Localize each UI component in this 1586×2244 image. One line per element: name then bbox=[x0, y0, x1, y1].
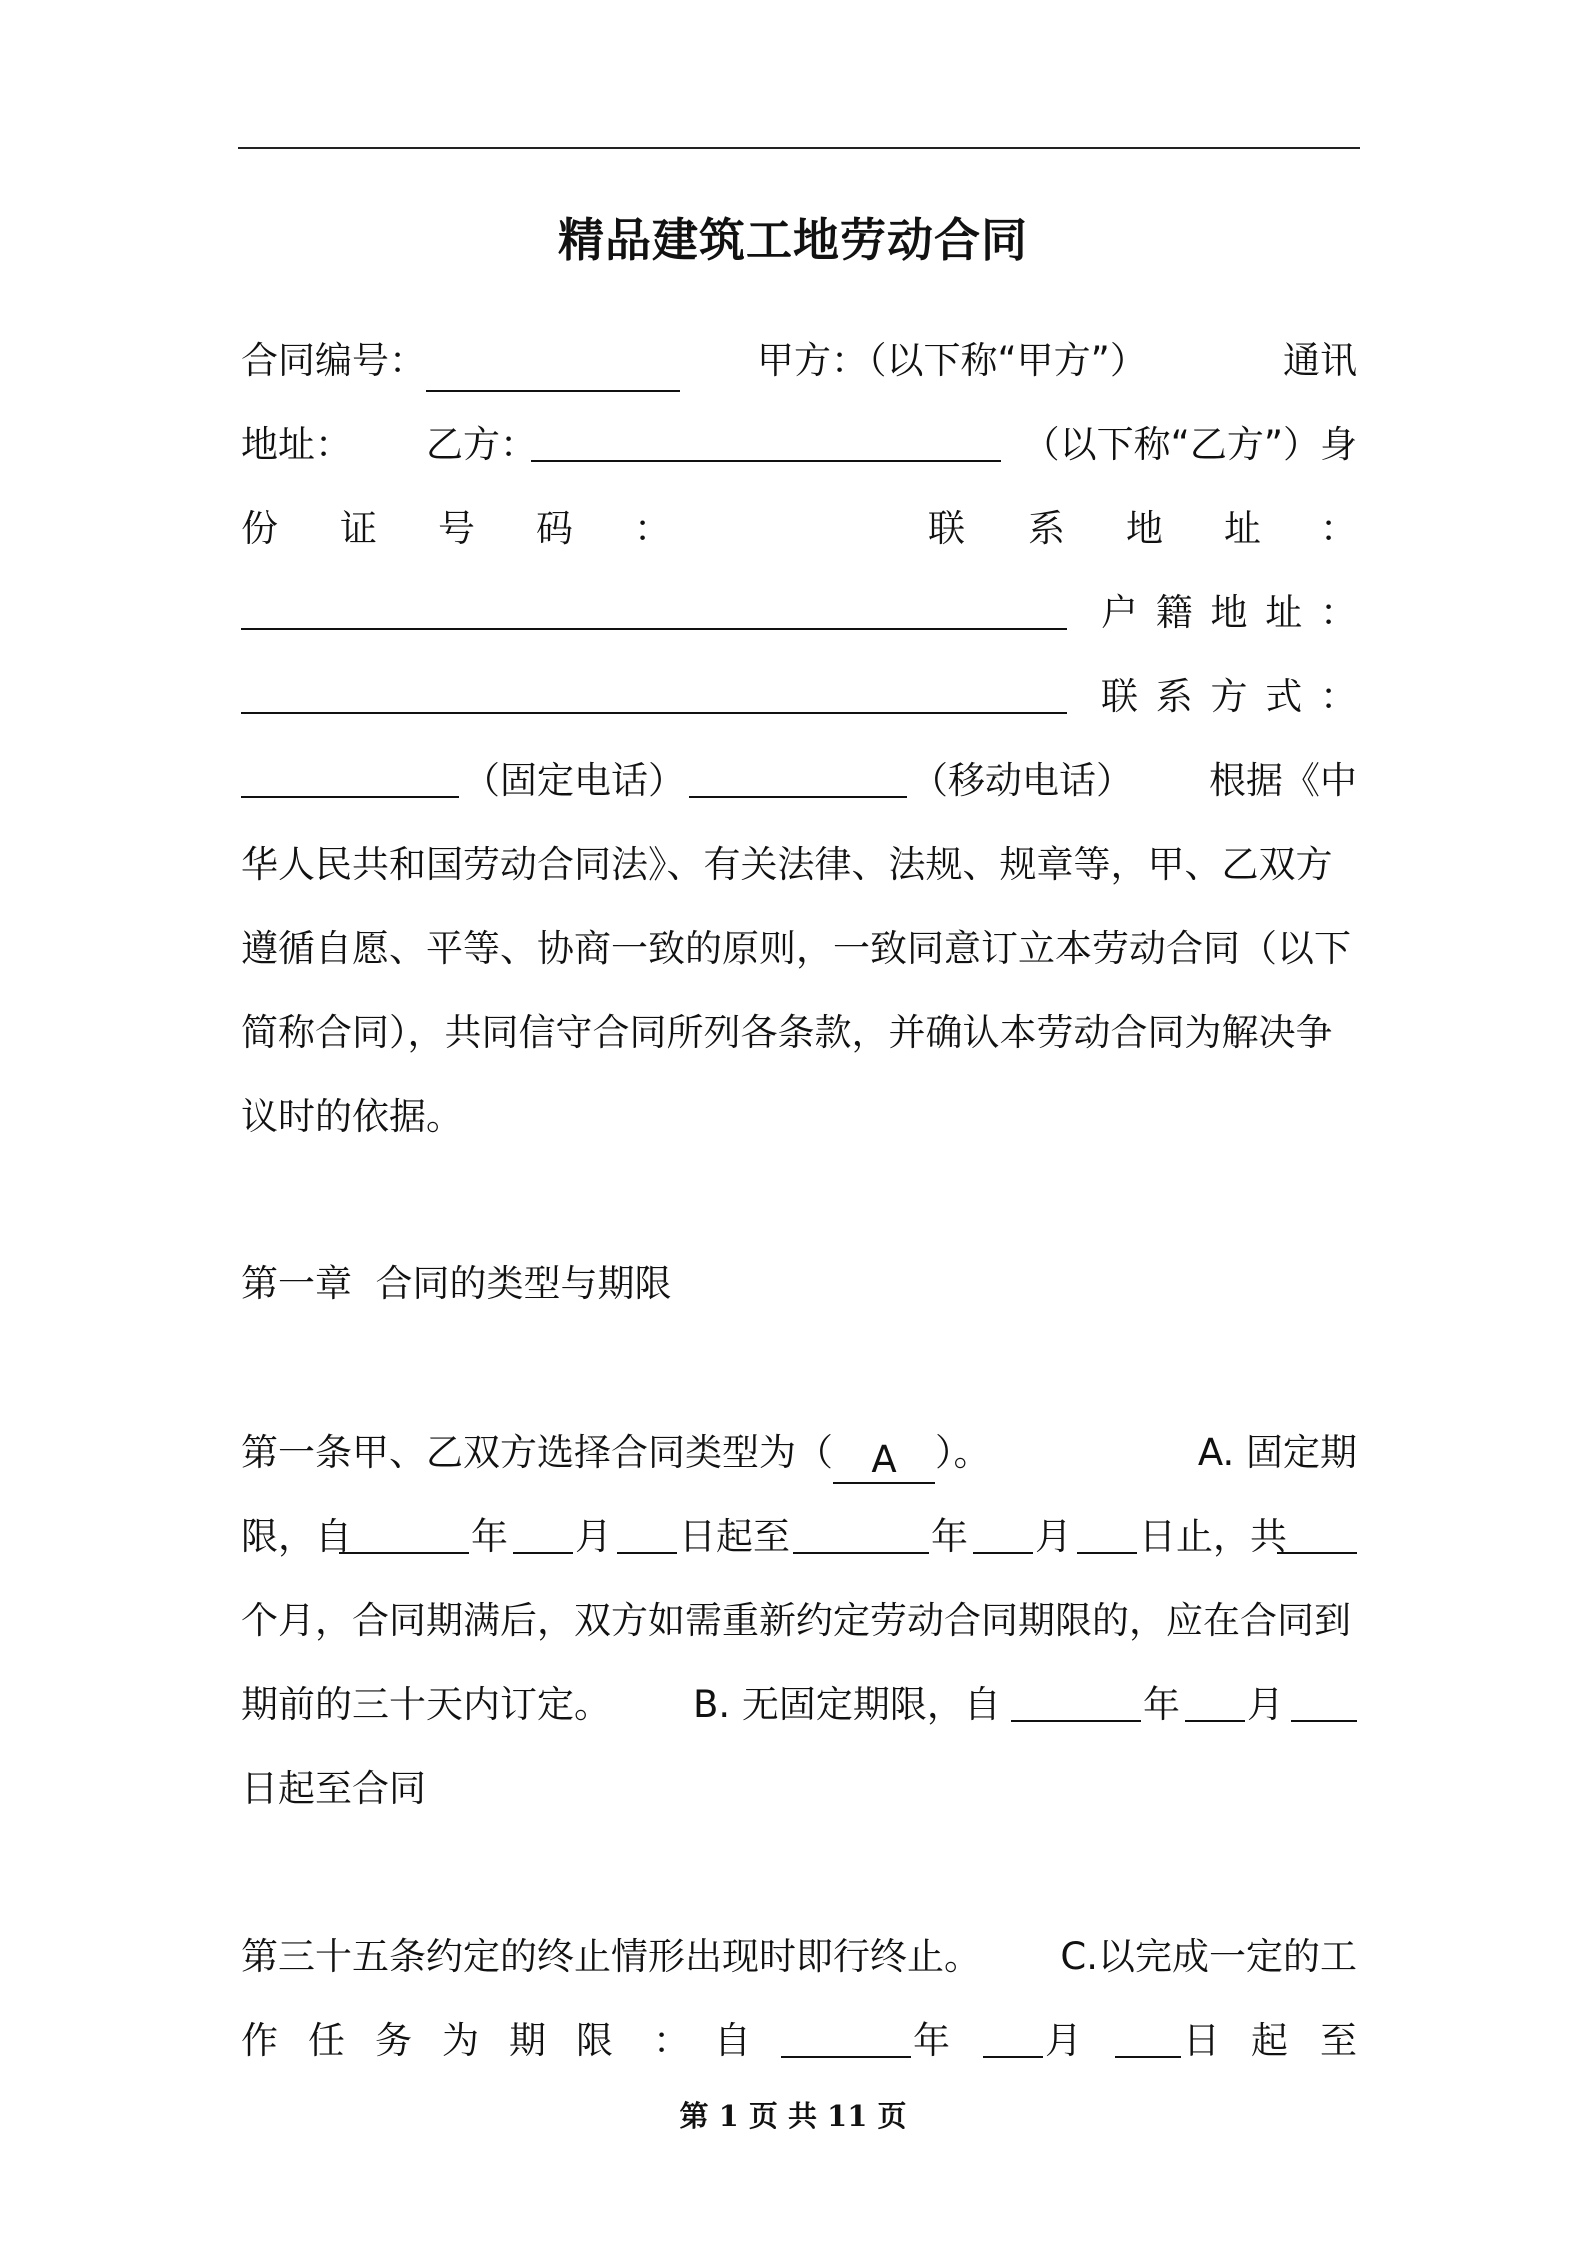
article-1-prefix: 第一条甲、乙双方选择合同类型为（ bbox=[241, 1431, 833, 1474]
option-c-char: 为 bbox=[442, 2019, 479, 2062]
article-1-line-4 bbox=[241, 1674, 1357, 1736]
option-c-char: ： bbox=[653, 2019, 690, 2062]
contract-header-line-4 bbox=[241, 582, 1357, 644]
option-b-year-field[interactable] bbox=[1011, 1676, 1141, 1722]
article-1-line-2 bbox=[241, 1506, 1357, 1568]
option-c-month-field[interactable] bbox=[983, 2012, 1043, 2058]
months-count-field[interactable] bbox=[1277, 1508, 1357, 1554]
preamble-line: 简称合同），共同信守合同所列各条款，并确认本劳动合同为解决争 bbox=[241, 1011, 1333, 1054]
household-address-field[interactable] bbox=[241, 668, 1067, 714]
contact-addr-char: 址 bbox=[1224, 507, 1261, 550]
option-c-tail-char: 至 bbox=[1320, 2019, 1357, 2062]
fixed-phone-field[interactable] bbox=[241, 752, 459, 798]
party-b-label: 乙方： bbox=[426, 423, 537, 466]
year-label: 年 bbox=[471, 1515, 508, 1558]
mobile-phone-field[interactable] bbox=[689, 752, 907, 798]
option-c-day-field[interactable] bbox=[1115, 2012, 1181, 2058]
option-b-label: B. 无固定期限，自 bbox=[693, 1683, 1001, 1726]
option-b-month-field[interactable] bbox=[1185, 1676, 1245, 1722]
contact-addr-char: 联 bbox=[928, 507, 965, 550]
option-c-char: 限 bbox=[576, 2019, 613, 2062]
contract-type-field[interactable] bbox=[833, 1438, 935, 1484]
contract-header-line-6 bbox=[241, 750, 1357, 812]
fixed-phone-label: （固定电话） bbox=[463, 759, 685, 802]
article-35-line bbox=[241, 1926, 1357, 1988]
contract-header-line-2 bbox=[241, 414, 1357, 476]
option-c-char: 务 bbox=[375, 2019, 412, 2062]
contract-no-field[interactable] bbox=[426, 346, 680, 392]
option-c-char: 自 bbox=[714, 2019, 751, 2062]
preamble-line: 遵循自愿、平等、协商一致的原则，一致同意订立本劳动合同（以下 bbox=[241, 927, 1351, 970]
renewal-note: 期前的三十天内订定。 bbox=[241, 1683, 611, 1726]
document-title: 精品建筑工地劳动合同 bbox=[558, 213, 1028, 267]
month-label: 月 bbox=[575, 1515, 612, 1558]
chapter-heading: 第一章 合同的类型与期限 bbox=[241, 1262, 672, 1305]
option-c-tail-char: 月 bbox=[1045, 2019, 1082, 2062]
contact-address-field[interactable] bbox=[241, 584, 1067, 630]
basis-start-text: 根据《中 bbox=[1209, 759, 1357, 802]
option-c-label: C.以完成一定的工 bbox=[1060, 1935, 1357, 1978]
address-label: 通讯 bbox=[1283, 339, 1357, 382]
term-start-label: 限，自 bbox=[241, 1515, 352, 1558]
option-c-char: 作 bbox=[241, 2019, 278, 2062]
article-1-suffix: ）。 bbox=[935, 1431, 991, 1474]
contract-type-value: A bbox=[871, 1438, 897, 1481]
contact-addr-char: 地 bbox=[1126, 507, 1163, 550]
month-label: 月 bbox=[1247, 1683, 1284, 1726]
article-1-line-5: 日起至合同 bbox=[241, 1767, 426, 1810]
option-a-label: A. 固定期 bbox=[1197, 1431, 1357, 1474]
option-c-char: 任 bbox=[308, 2019, 345, 2062]
party-a-label: 甲方：（以下称“甲方”） bbox=[757, 339, 1147, 382]
id-no-char: 号 bbox=[438, 507, 475, 550]
end-month-field[interactable] bbox=[973, 1508, 1033, 1554]
month-label: 月 bbox=[1035, 1515, 1072, 1558]
household-address-label: 户 籍 地 址 ： bbox=[1100, 591, 1357, 634]
page-footer: 第 1 页 共 11 页 bbox=[679, 2099, 907, 2133]
contract-header-line-3 bbox=[241, 498, 1357, 560]
contact-method-label: 联 系 方 式 ： bbox=[1100, 675, 1357, 718]
option-c-char: 期 bbox=[509, 2019, 546, 2062]
option-c-tail-char: 起 bbox=[1251, 2019, 1288, 2062]
article-1-line-1 bbox=[241, 1422, 1357, 1484]
year-label: 年 bbox=[931, 1515, 968, 1558]
preamble-line: 华人民共和国劳动合同法》、有关法律、法规、规章等，甲、乙双方 bbox=[241, 843, 1333, 886]
article-35-text: 第三十五条约定的终止情形出现时即行终止。 bbox=[241, 1935, 981, 1978]
start-month-field[interactable] bbox=[513, 1508, 573, 1554]
end-day-field[interactable] bbox=[1077, 1508, 1137, 1554]
option-c-year-field[interactable] bbox=[781, 2012, 911, 2058]
party-b-suffix: （以下称“乙方”）身 bbox=[1022, 423, 1357, 466]
end-year-field[interactable] bbox=[793, 1508, 929, 1554]
option-c-tail-char: 日 bbox=[1183, 2019, 1220, 2062]
contract-header-line-5 bbox=[241, 666, 1357, 728]
start-year-field[interactable] bbox=[339, 1508, 469, 1554]
contract-no-label: 合同编号： bbox=[241, 339, 426, 382]
id-no-char: ： bbox=[634, 507, 671, 550]
year-label: 年 bbox=[1143, 1683, 1180, 1726]
party-b-name-field[interactable] bbox=[531, 416, 1001, 462]
start-day-field[interactable] bbox=[617, 1508, 677, 1554]
id-no-char: 份 bbox=[241, 507, 278, 550]
option-c-tail-char: 年 bbox=[913, 2019, 950, 2062]
option-b-day-field[interactable] bbox=[1291, 1676, 1357, 1722]
header-rule bbox=[238, 147, 1360, 149]
day-to-label: 日止，共 bbox=[1139, 1515, 1287, 1558]
mobile-phone-label: （移动电话） bbox=[911, 759, 1133, 802]
contact-addr-char: 系 bbox=[1028, 507, 1065, 550]
preamble-line: 议时的依据。 bbox=[241, 1095, 463, 1138]
option-c-line-2 bbox=[241, 2010, 1357, 2072]
day-from-label: 日起至 bbox=[679, 1515, 790, 1558]
id-no-char: 码 bbox=[536, 507, 573, 550]
article-1-line-3: 个月，合同期满后，双方如需重新约定劳动合同期限的，应在合同到 bbox=[241, 1599, 1351, 1642]
id-no-char: 证 bbox=[340, 507, 377, 550]
contract-header-line-1 bbox=[241, 330, 1357, 392]
address-label-2: 地址： bbox=[241, 423, 352, 466]
contact-addr-char: ： bbox=[1320, 507, 1357, 550]
